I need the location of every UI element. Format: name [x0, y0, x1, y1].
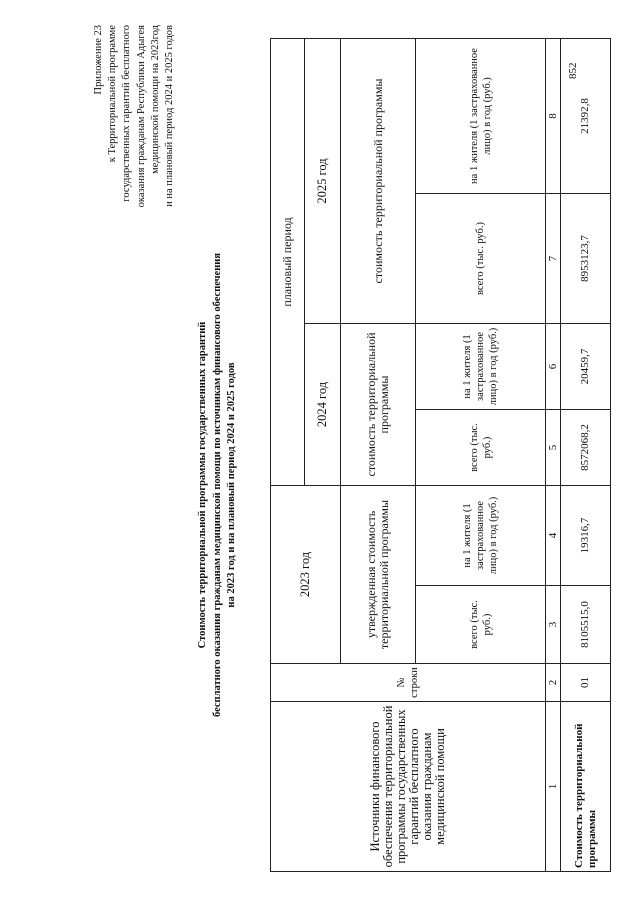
- cell-total-2024: 8572068,2: [561, 409, 611, 485]
- col-number: 6: [546, 323, 561, 409]
- title-line: Стоимость территориальной программы государственных гарантий: [197, 321, 208, 649]
- col-number: 2: [546, 664, 561, 702]
- col-number: 1: [546, 702, 561, 872]
- col-number: 8: [546, 38, 561, 193]
- header-year-2025: 2025 год: [305, 38, 341, 323]
- appendix-line: государственных гарантий бесплатного: [121, 25, 133, 202]
- table-row: [561, 38, 611, 871]
- header-row-no: № строки: [271, 664, 546, 702]
- header-total-2023: всего (тыс. руб.): [416, 586, 546, 664]
- header-source: Источники финансового обеспечения территориальной программы государственных гарантий бесплатного оказания гражданам медицинской помощи: [271, 702, 546, 872]
- col-number: 5: [546, 409, 561, 485]
- appendix-line: Приложение 23: [93, 25, 104, 95]
- title-line: бесплатного оказания гражданам медицинской помощи по источникам финансового обеспечения: [211, 253, 223, 718]
- header-approved-cost: утвержденная стоимость территориальной программы: [341, 485, 416, 663]
- header-per-capita-2024: на 1 жителя (1 застрахованное лицо) в год (руб.): [416, 323, 546, 409]
- appendix-line: и на плановый период 2024 и 2025 годов: [164, 25, 176, 207]
- header-planned-period: плановый период: [271, 38, 305, 485]
- header-per-capita-2025: на 1 жителя (1 застрахованное лицо) в год (руб.): [416, 38, 546, 193]
- col-number: 3: [546, 586, 561, 664]
- appendix-note: [92, 25, 177, 245]
- header-year-2023: 2023 год: [271, 485, 341, 663]
- appendix-line: медицинской помощи на 2023год: [149, 25, 161, 174]
- appendix-line: оказания гражданам Республики Адыгея: [135, 25, 147, 208]
- appendix-line: к Территориальной программе: [107, 25, 119, 163]
- cell-per-capita-2024: 20459,7: [561, 323, 611, 409]
- column-number-row: [546, 38, 561, 871]
- title-line: на 2023 год и на плановый период 2024 и 2025 годов: [226, 362, 237, 608]
- cell-per-capita-2023: 19316,7: [561, 485, 611, 585]
- cell-total-2025: 8953123,7: [561, 193, 611, 323]
- cost-table: [270, 38, 611, 872]
- header-year-2024: 2024 год: [305, 323, 341, 485]
- header-per-capita-2023: на 1 жителя (1 застрахованное лицо) в год (руб.): [416, 485, 546, 585]
- col-number: 7: [546, 193, 561, 323]
- row-name: Стоимость территориальной программы: [561, 702, 611, 872]
- col-number: 4: [546, 485, 561, 585]
- header-cost-2025: стоимость территориальной программы: [341, 38, 416, 323]
- header-total-2024: всего (тыс. руб.): [416, 409, 546, 485]
- row-no: 01: [561, 664, 611, 702]
- header-total-2025: всего (тыс. руб.): [416, 193, 546, 323]
- cell-per-capita-2025: 21392,8: [561, 38, 611, 193]
- header-cost-2024: стоимость территориальной программы: [341, 323, 416, 485]
- cell-total-2023: 8105515,0: [561, 586, 611, 664]
- page-number: 852: [567, 62, 579, 79]
- document-title: [196, 125, 240, 845]
